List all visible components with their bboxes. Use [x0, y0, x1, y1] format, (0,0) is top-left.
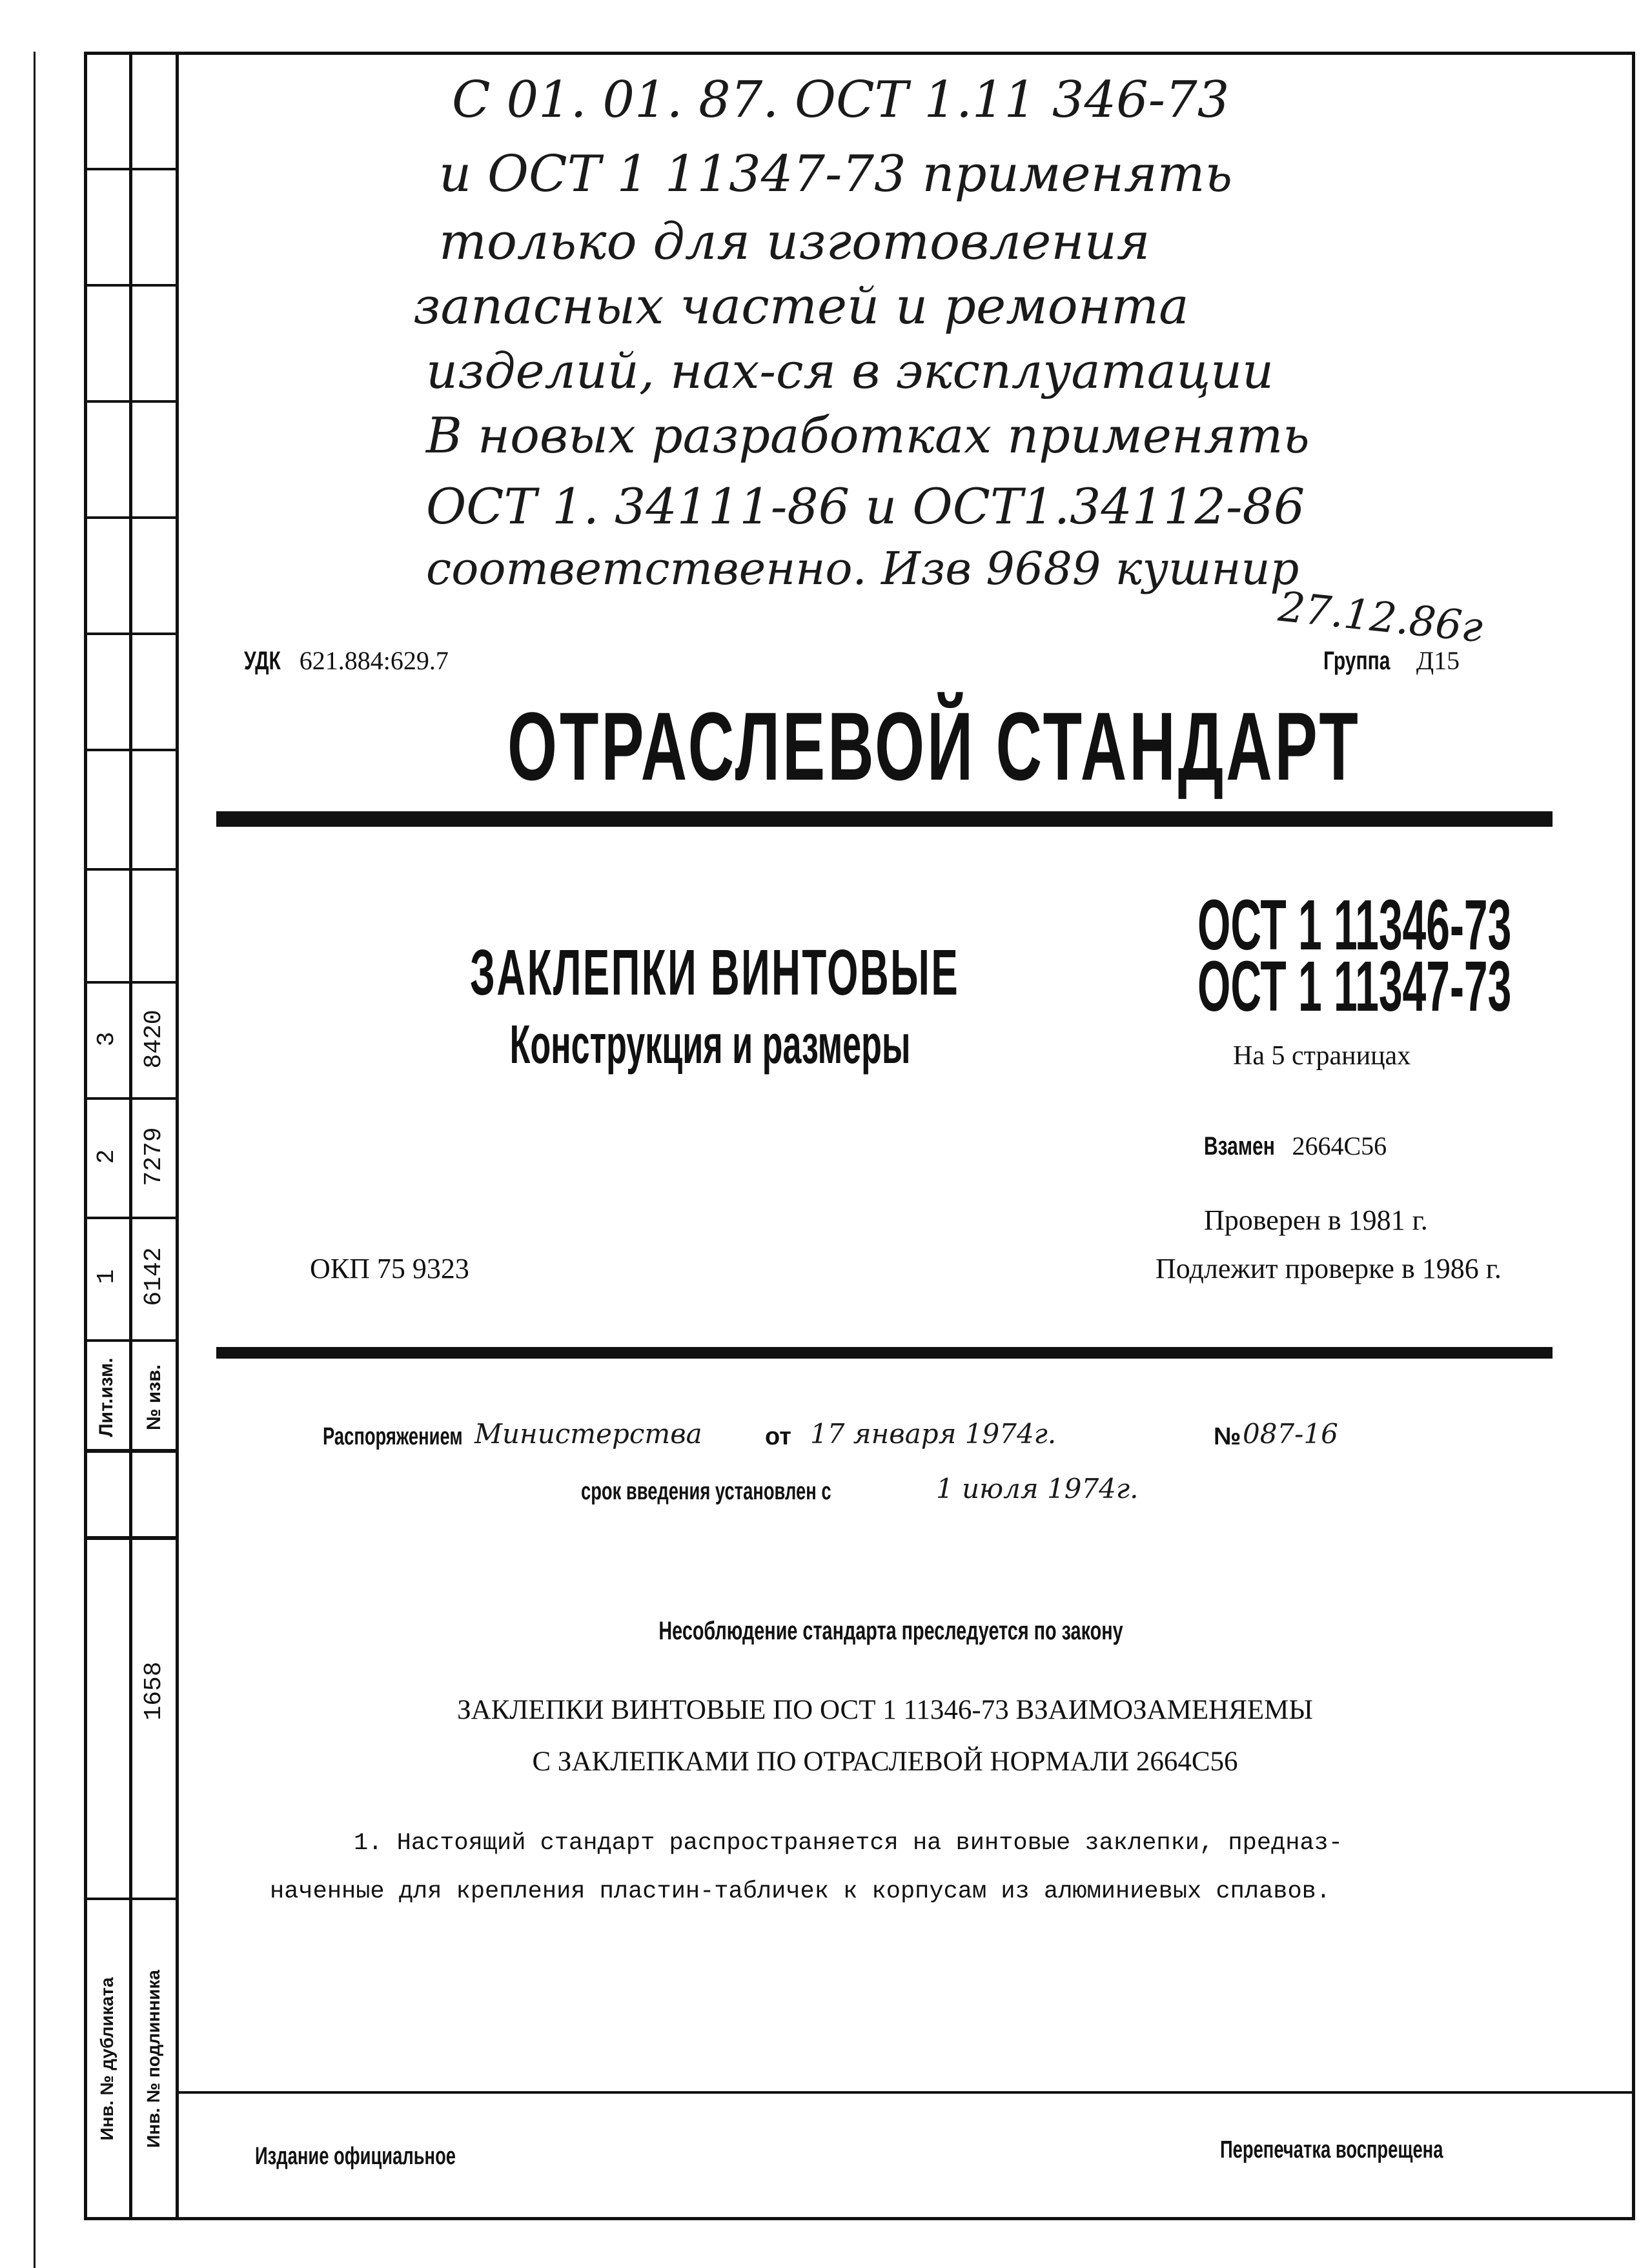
note-date: 27.12.86г	[1276, 583, 1485, 653]
standard-number-2: ОСТ 1 11347-73	[1197, 947, 1512, 1026]
footer-right: Перепечатка воспрещена	[1220, 2136, 1443, 2163]
law-notice: Несоблюдение стандарта преследуется по закону	[658, 1617, 1123, 1645]
page-title: ОТРАСЛЕВОЙ СТАНДАРТ	[507, 692, 1361, 800]
udk-value: 621.884:629.7	[299, 646, 449, 675]
term-date: 1 июля 1974г.	[936, 1473, 1139, 1504]
title-rule	[216, 811, 1553, 827]
pages-count: На 5 страницах	[1233, 1041, 1411, 1071]
checked: Проверен в 1981 г.	[1204, 1204, 1428, 1236]
side-orig-label: Инв. № подлинника	[143, 1970, 163, 2148]
note-line-6: В новых разработках применять	[426, 407, 1310, 464]
order-prefix: Распоряжением	[323, 1423, 463, 1450]
note-line-7: ОСТ 1. 34111-86 и ОСТ1.34112-86	[426, 478, 1305, 535]
order-date: 17 января 1974г.	[810, 1418, 1057, 1450]
footer-left: Издание официальное	[255, 2143, 456, 2170]
group-value: Д15	[1416, 646, 1460, 675]
replaces	[1204, 1131, 1387, 1161]
side-lit-label: Лит.изм.	[96, 1357, 117, 1437]
udk-label: УДК	[244, 647, 281, 675]
standard-subtitle: Конструкция и размеры	[509, 1014, 911, 1075]
side-no-label: № изв.	[143, 1364, 165, 1430]
replaces-label: Взамен	[1204, 1132, 1275, 1160]
order-line	[323, 1418, 1485, 1462]
note-line-1: С 01. 01. 87. ОСТ 1.11 346-73	[452, 71, 1230, 129]
side-no-1: 6142	[140, 1247, 168, 1306]
side-no-2: 7279	[140, 1127, 168, 1186]
note-line-4: запасных частей и ремонта	[413, 278, 1189, 336]
standard-name: ЗАКЛЕПКИ ВИНТОВЫЕ	[470, 937, 960, 1009]
note-line-5: изделий, нах-ся в эксплуатации	[426, 342, 1274, 400]
order-from-label: от	[765, 1423, 791, 1450]
side-dup-label: Инв. № дубликата	[97, 1977, 117, 2141]
paragraph-1-line-1: 1. Настоящий стандарт распространяется на винтовые заклепки, предназ-	[354, 1830, 1343, 1857]
paragraph-1-line-2: наченные для крепления пластин-табличек к корпусам из алюминиевых сплавов.	[270, 1878, 1331, 1905]
body-heading-2: С ЗАКЛЕПКАМИ ПО ОТРАСЛЕВОЙ НОРМАЛИ 2664С56	[532, 1747, 1238, 1777]
udk	[244, 645, 449, 676]
order-number: 087-16	[1243, 1418, 1338, 1450]
to-check: Подлежит проверке в 1986 г.	[1156, 1253, 1502, 1284]
standard-number-1: ОСТ 1 11346-73	[1197, 886, 1512, 965]
group-label: Группа	[1323, 647, 1390, 675]
order-ministry: Министерства	[474, 1418, 702, 1450]
side-lit-1: 1	[93, 1269, 121, 1284]
term-label: срок введения установлен с	[581, 1478, 831, 1505]
side-lit-2: 2	[93, 1149, 121, 1164]
standard-rule	[216, 1347, 1553, 1359]
body-heading-1: ЗАКЛЕПКИ ВИНТОВЫЕ ПО ОСТ 1 11346-73 ВЗАИМОЗАМЕНЯЕМЫ	[457, 1695, 1313, 1725]
order-number-label: №	[1214, 1423, 1241, 1450]
okp: ОКП 75 9323	[310, 1253, 469, 1284]
group	[1323, 645, 1460, 676]
note-line-2: и ОСТ 1 11347-73 применять	[439, 145, 1233, 203]
note-line-8: соответственно. Изв 9689 кушнир	[426, 542, 1299, 595]
replaces-value: 2664С56	[1292, 1131, 1387, 1160]
note-line-3: только для изготовления	[439, 213, 1150, 271]
side-orig-value: 1658	[140, 1661, 168, 1721]
side-lit-3: 3	[93, 1031, 121, 1047]
side-no-3: 8420	[140, 1009, 168, 1069]
term-line	[581, 1473, 1227, 1517]
